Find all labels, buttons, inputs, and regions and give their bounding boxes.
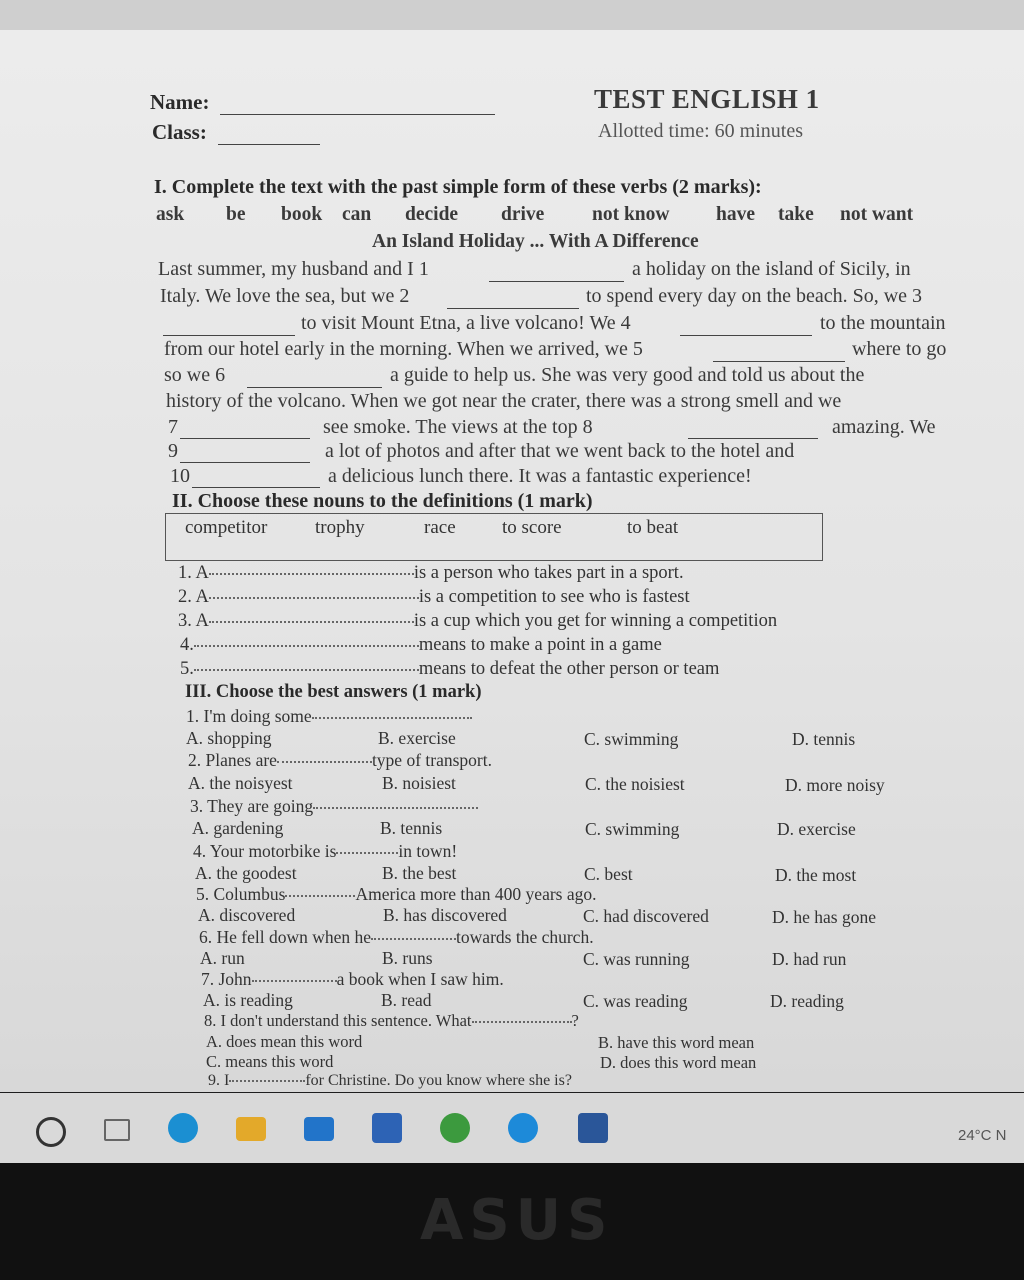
text-line-4a: from our hotel early in the morning. When we arrived, we 5 xyxy=(164,338,643,360)
question-stem: 9. I xyxy=(208,1072,230,1089)
text-line-4b: where to go xyxy=(852,338,947,360)
text-line-9a: 10 xyxy=(170,465,190,487)
option[interactable]: B. noisiest xyxy=(382,773,456,793)
blank-7[interactable] xyxy=(180,438,310,439)
option[interactable]: D. exercise xyxy=(777,819,856,839)
definition-number: 1. A xyxy=(178,563,209,583)
verb-not-want: not want xyxy=(840,204,914,225)
question-tail: America more than 400 years ago. xyxy=(355,884,597,904)
question-tail: ? xyxy=(571,1011,579,1030)
blank-9[interactable] xyxy=(180,462,310,463)
blank-4[interactable] xyxy=(680,335,812,336)
answer-blank[interactable] xyxy=(285,895,355,897)
definition-number: 5. xyxy=(180,659,194,679)
option[interactable]: B. read xyxy=(381,990,432,1010)
question xyxy=(190,796,478,817)
cortana-icon[interactable] xyxy=(36,1117,66,1147)
definition-text: is a competition to see who is fastest xyxy=(418,587,690,607)
option[interactable]: C. the noisiest xyxy=(585,774,685,794)
question-stem: 8. I don't understand this sentence. What xyxy=(204,1011,472,1030)
text-line-1a: Last summer, my husband and I 1 xyxy=(158,258,429,280)
question xyxy=(201,969,504,990)
option[interactable]: A. discovered xyxy=(198,905,296,925)
definition-text: is a person who takes part in a sport. xyxy=(413,563,684,583)
answer-blank[interactable] xyxy=(252,980,337,982)
weather-temp[interactable]: 24°C N xyxy=(958,1127,1007,1144)
option[interactable]: D. had run xyxy=(772,949,847,969)
mail-icon[interactable] xyxy=(304,1117,334,1141)
question-stem: 2. Planes are xyxy=(188,750,277,770)
question xyxy=(193,841,457,862)
name-blank[interactable] xyxy=(220,114,495,115)
question-stem: 7. John xyxy=(201,969,252,989)
definition-number: 3. A xyxy=(178,611,209,631)
definition-item xyxy=(178,587,690,608)
blank-8[interactable] xyxy=(688,438,818,439)
question-tail: towards the church. xyxy=(456,927,594,947)
option[interactable]: B. exercise xyxy=(378,728,456,748)
option[interactable]: A. gardening xyxy=(192,818,284,838)
answer-blank[interactable] xyxy=(336,852,398,854)
name-label: Name: xyxy=(150,90,210,114)
question-tail: for Christine. Do you know where she is? xyxy=(305,1072,572,1089)
definition-number: 2. A xyxy=(178,587,209,607)
question-tail: a book when I saw him. xyxy=(336,969,504,989)
text-line-5a: so we 6 xyxy=(164,364,226,386)
option[interactable]: C. swimming xyxy=(585,819,680,839)
text-line-7c: amazing. We xyxy=(832,416,936,438)
verb-ask: ask xyxy=(156,204,185,225)
text-line-5b: a guide to help us. She was very good and told us about the xyxy=(390,364,865,386)
text-line-8a: 9 xyxy=(168,440,178,462)
task-view-icon[interactable] xyxy=(104,1119,130,1141)
definition-number: 4. xyxy=(180,635,194,655)
noun-to-score: to score xyxy=(502,517,562,538)
noun-to-beat: to beat xyxy=(627,517,679,538)
definition-blank[interactable] xyxy=(194,645,419,647)
option[interactable]: D. tennis xyxy=(792,729,856,749)
question-stem: 1. I'm doing some xyxy=(186,706,312,726)
question-tail: in town! xyxy=(398,841,458,861)
verb-decide: decide xyxy=(405,204,459,225)
option[interactable]: A. does mean this word xyxy=(206,1032,363,1051)
zalo-icon[interactable] xyxy=(508,1113,538,1143)
blank-6[interactable] xyxy=(247,387,382,388)
option[interactable]: D. does this word mean xyxy=(600,1053,757,1072)
verb-drive: drive xyxy=(501,204,545,225)
question xyxy=(208,1072,572,1090)
definition-blank[interactable] xyxy=(194,669,419,671)
answer-blank[interactable] xyxy=(229,1080,305,1082)
allotted-time: Allotted time: 60 minutes xyxy=(598,120,803,142)
taskbar xyxy=(0,1093,1024,1163)
definition-blank[interactable] xyxy=(209,573,414,575)
section3-heading: III. Choose the best answers (1 mark) xyxy=(185,682,482,702)
document-page xyxy=(0,30,1024,1092)
text-line-7b: see smoke. The views at the top 8 xyxy=(323,416,593,438)
text-line-1b: a holiday on the island of Sicily, in xyxy=(632,258,911,280)
text-line-9b: a delicious lunch there. It was a fantastic experience! xyxy=(328,465,752,487)
answer-blank[interactable] xyxy=(312,717,472,719)
text-line-6: history of the volcano. When we got near the crater, there was a strong smell and we xyxy=(166,390,842,412)
question-stem: 6. He fell down when he xyxy=(199,927,372,947)
question xyxy=(204,1011,579,1031)
text-line-2a: Italy. We love the sea, but we 2 xyxy=(160,285,410,307)
edge-icon[interactable] xyxy=(168,1113,198,1143)
verb-can: can xyxy=(342,204,372,225)
option[interactable]: A. is reading xyxy=(203,990,293,1010)
blank-3[interactable] xyxy=(163,335,295,336)
question-stem: 4. Your motorbike is xyxy=(193,841,337,861)
definition-item xyxy=(180,659,719,680)
text-line-2b: to spend every day on the beach. So, we 3 xyxy=(586,285,923,307)
chrome-icon[interactable] xyxy=(440,1113,470,1143)
answer-blank[interactable] xyxy=(472,1021,572,1023)
verb-not-know: not know xyxy=(592,204,670,225)
definition-blank[interactable] xyxy=(209,597,419,599)
option[interactable]: B. runs xyxy=(382,948,433,968)
text-line-3b: to the mountain xyxy=(820,312,946,334)
option[interactable]: D. reading xyxy=(770,991,844,1011)
option[interactable]: C. swimming xyxy=(584,729,679,749)
option[interactable]: B. have this word mean xyxy=(598,1033,755,1052)
blank-10[interactable] xyxy=(192,487,320,488)
answer-blank[interactable] xyxy=(371,938,456,940)
option[interactable]: A. the goodest xyxy=(195,863,297,883)
definition-blank[interactable] xyxy=(209,621,414,623)
verb-be: be xyxy=(226,204,246,225)
test-title: TEST ENGLISH 1 xyxy=(594,84,820,114)
definition-text: is a cup which you get for winning a competition xyxy=(413,611,778,631)
text-line-7a: 7 xyxy=(168,416,178,438)
section1-heading: I. Complete the text with the past simple form of these verbs (2 marks): xyxy=(154,176,762,198)
verb-book: book xyxy=(281,204,323,225)
option[interactable]: D. more noisy xyxy=(785,775,885,795)
verb-have: have xyxy=(716,204,755,225)
option[interactable]: B. tennis xyxy=(380,818,443,838)
text-line-3a: to visit Mount Etna, a live volcano! We 4 xyxy=(301,312,631,334)
option[interactable]: C. was reading xyxy=(583,991,688,1011)
text-line-8b: a lot of photos and after that we went back to the hotel and xyxy=(325,440,795,462)
question xyxy=(196,884,597,905)
definition-item xyxy=(180,635,662,656)
noun-competitor: competitor xyxy=(185,517,268,538)
option[interactable]: C. best xyxy=(584,864,633,884)
option[interactable]: D. he has gone xyxy=(772,907,877,927)
option[interactable]: A. shopping xyxy=(186,728,272,748)
monitor-logo: ASUS xyxy=(420,1188,614,1253)
blank-1[interactable] xyxy=(489,281,624,282)
answer-blank[interactable] xyxy=(313,807,478,809)
definition-text: means to defeat the other person or team xyxy=(418,659,720,679)
option[interactable]: A. run xyxy=(200,948,245,968)
question-stem: 5. Columbus xyxy=(196,884,286,904)
word-icon[interactable] xyxy=(578,1113,608,1143)
class-blank[interactable] xyxy=(218,144,320,145)
definition-text: means to make a point in a game xyxy=(418,635,662,655)
option[interactable]: B. the best xyxy=(382,863,457,883)
file-explorer-icon[interactable] xyxy=(236,1117,266,1141)
question-stem: 3. They are going xyxy=(190,796,314,816)
app-icon[interactable] xyxy=(372,1113,402,1143)
noun-race: race xyxy=(424,517,456,538)
definition-item xyxy=(178,611,777,632)
option[interactable]: C. was running xyxy=(583,949,690,969)
question xyxy=(199,927,594,948)
blank-5[interactable] xyxy=(713,361,845,362)
question-tail: type of transport. xyxy=(371,750,492,770)
story-title: An Island Holiday ... With A Difference xyxy=(372,231,699,252)
question xyxy=(186,706,472,727)
section2-heading: II. Choose these nouns to the definitions (1 mark) xyxy=(172,490,593,512)
definition-item xyxy=(178,563,684,584)
blank-2[interactable] xyxy=(447,308,579,309)
option[interactable]: C. means this word xyxy=(206,1052,334,1071)
verb-take: take xyxy=(778,204,814,225)
option[interactable]: A. the noisyest xyxy=(188,773,293,793)
option[interactable]: D. the most xyxy=(775,865,857,885)
question xyxy=(188,750,492,771)
option[interactable]: B. has discovered xyxy=(383,905,507,925)
option[interactable]: C. had discovered xyxy=(583,906,709,926)
class-label: Class: xyxy=(152,120,207,144)
noun-trophy: trophy xyxy=(315,517,365,538)
answer-blank[interactable] xyxy=(277,761,372,763)
